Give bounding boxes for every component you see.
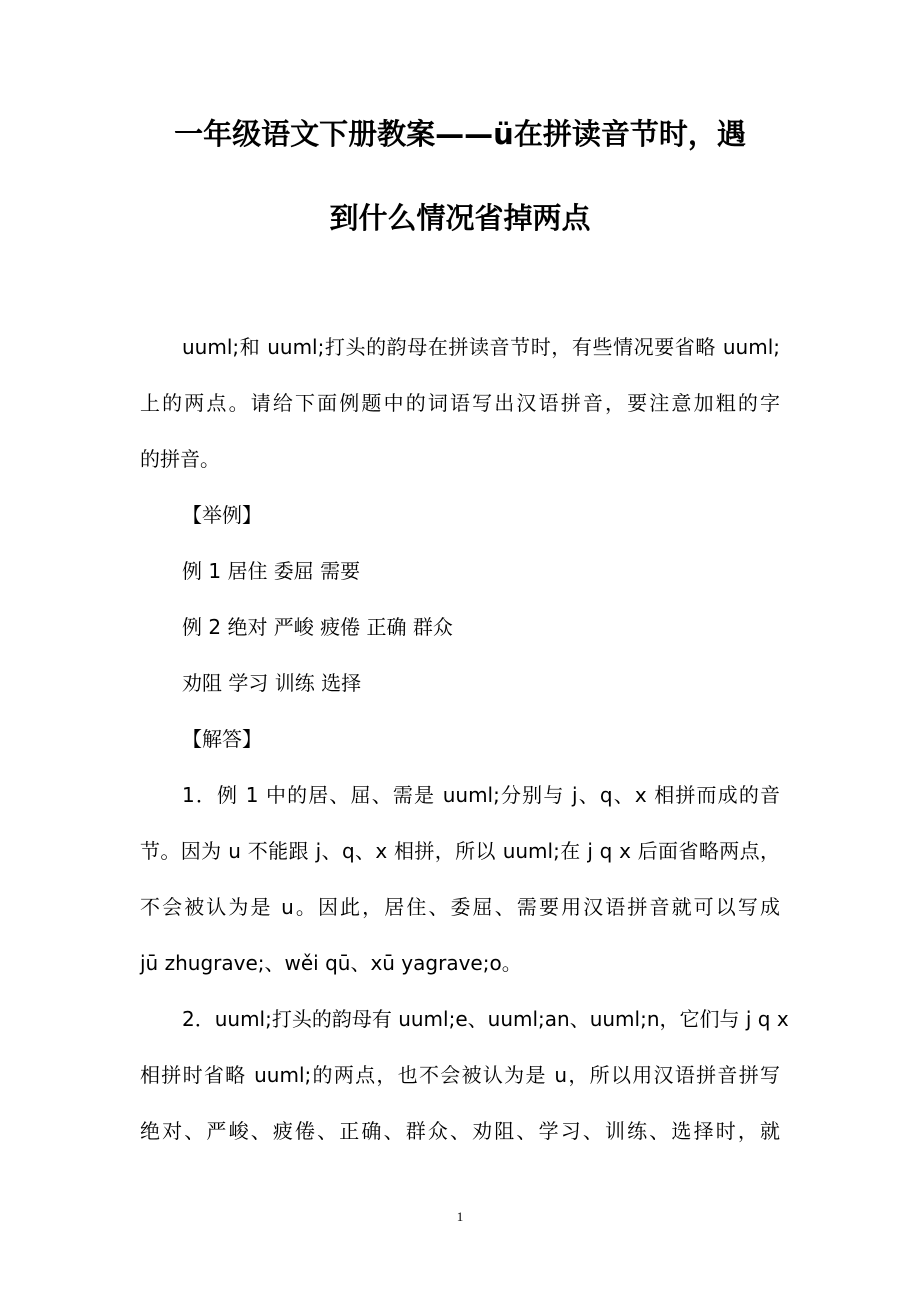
answer-heading: 【解答】: [182, 727, 262, 751]
example-2-continued-line: 劝阻 学习 训练 选择: [182, 671, 362, 695]
answer-1-line-4: jū zhugrave;、wěi qū、xū yagrave;o。: [140, 951, 522, 975]
answer-2-line-3: 绝对、严峻、疲倦、正确、群众、劝阻、学习、训练、选择时，就: [140, 1119, 780, 1143]
body-line-2: 上的两点。请给下面例题中的词语写出汉语拼音，要注意加粗的字: [140, 391, 780, 415]
example-2-line: 例 2 绝对 严峻 疲倦 正确 群众: [182, 615, 453, 639]
answer-2-line-1: 2．uuml;打头的韵母有 uuml;e、uuml;an、uuml;n，它们与 j q x: [182, 1007, 789, 1031]
page-number: 1: [456, 1209, 464, 1224]
example-1-line: 例 1 居住 委屈 需要: [182, 559, 361, 583]
document-title-line-2: 到什么情况省掉两点: [329, 201, 591, 235]
answer-1-line-2: 节。因为 u 不能跟 j、q、x 相拼，所以 uuml;在 j q x 后面省略两点，: [140, 839, 780, 863]
example-heading: 【举例】: [182, 503, 262, 527]
answer-1-line-1: 1．例 1 中的居、屈、需是 uuml;分别与 j、q、x 相拼而成的音: [182, 783, 780, 807]
document-title-line-1: 一年级语文下册教案——ü在拼读音节时，遇: [174, 117, 746, 151]
body-line-1: uuml;和 uuml;打头的韵母在拼读音节时，有些情况要省略 uuml;: [182, 335, 780, 359]
answer-2-line-2: 相拼时省略 uuml;的两点，也不会被认为是 u，所以用汉语拼音拼写: [140, 1063, 780, 1087]
body-line-3: 的拼音。: [140, 447, 220, 471]
answer-1-line-3: 不会被认为是 u。因此，居住、委屈、需要用汉语拼音就可以写成: [140, 895, 780, 919]
